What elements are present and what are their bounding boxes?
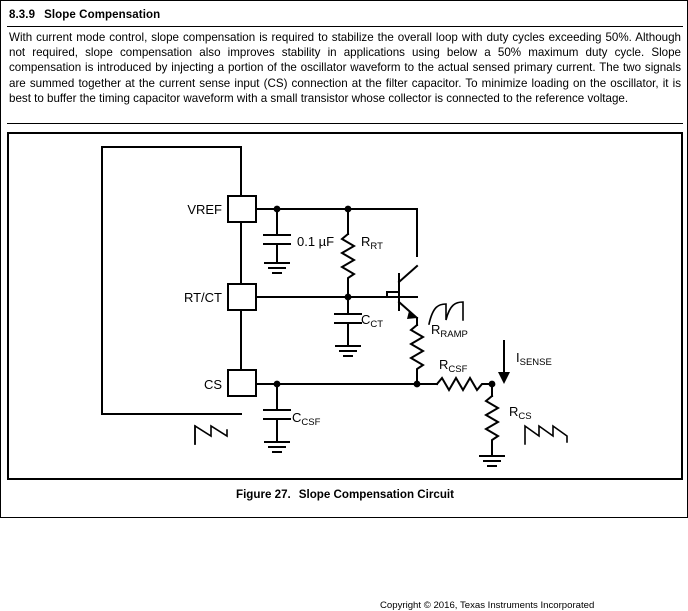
section-number: 8.3.9 bbox=[9, 9, 36, 21]
label-r-rt: $R_{RT}$ bbox=[361, 234, 383, 252]
figure-caption-title: Slope Compensation Circuit bbox=[298, 488, 454, 501]
label-r-csf: $R_{CSF}$ bbox=[439, 357, 468, 375]
label-c-csf: $C_{CSF}$ bbox=[292, 410, 321, 428]
label-r-cs: $R_{CS}$ bbox=[509, 404, 532, 422]
label-vref: VREF bbox=[187, 202, 222, 217]
section-title: Slope Compensation bbox=[44, 9, 161, 21]
heading-divider bbox=[7, 26, 683, 27]
section-paragraph: With current mode control, slope compensation is required to stabilize the overall loop with duty cycles exceeding 50%. Although not required, slope compensation also improves stability in applications using below a 50% maximum duty cycle. Slope compensation is introduced by injecting a portion of the oscillator waveform to the actual sensed primary current. The two signals are summed together at the current sense input (CS) connection at the filter capacitor. To minimize loading on the oscillator, it is best to buffer the timing capacitor waveform with a small transistor whose collector is connected to the reference voltage. bbox=[9, 31, 681, 105]
figure-copyright: Copyright © 2016, Texas Instruments Incorporated bbox=[380, 600, 595, 611]
label-c-filter: 0.1 µF bbox=[297, 234, 335, 249]
label-i-sense: $I_{SENSE}$ bbox=[516, 350, 552, 368]
figure-caption-number: Figure 27. bbox=[235, 488, 291, 501]
section-heading bbox=[9, 9, 160, 21]
label-r-ramp: $R_{RAMP}$ bbox=[431, 322, 468, 340]
slope-compensation-schematic bbox=[9, 134, 681, 478]
paragraph-divider bbox=[7, 123, 683, 124]
figure-caption bbox=[1, 488, 688, 501]
label-cs: CS bbox=[203, 377, 222, 392]
label-c-ct: $C_{CT}$ bbox=[361, 312, 384, 330]
label-rtct: RT/CT bbox=[183, 290, 222, 305]
